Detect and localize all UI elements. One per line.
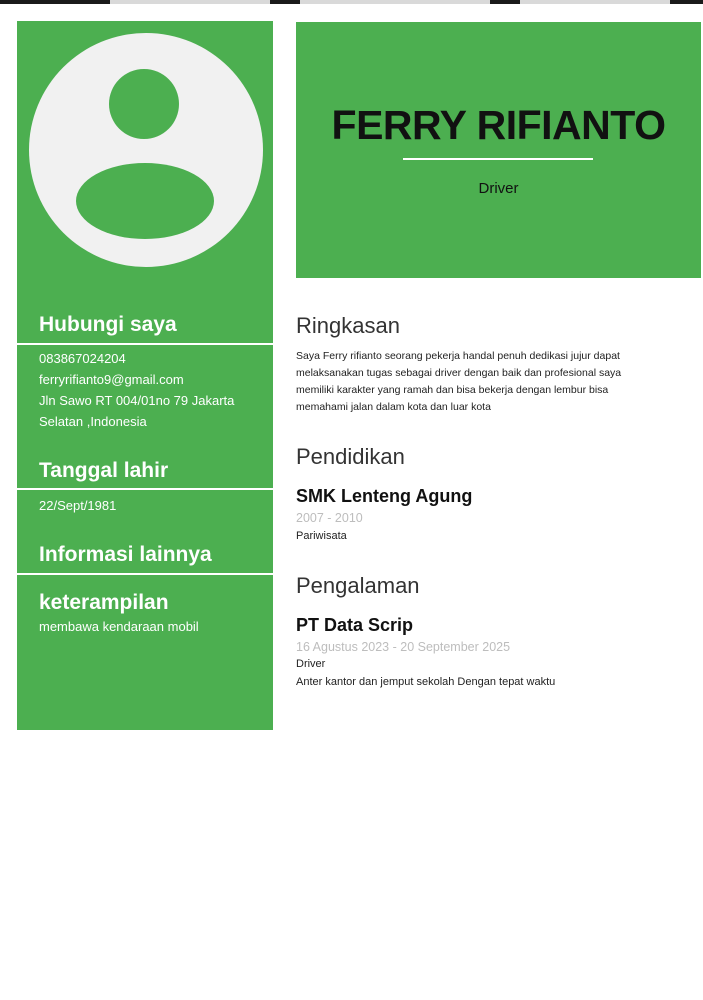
birth-divider	[17, 488, 273, 490]
skills-item: membawa kendaraan mobil	[39, 619, 199, 634]
experience-description: Anter kantor dan jemput sekolah Dengan tepat waktu	[296, 676, 556, 688]
contact-address-line1: Jln Sawo RT 004/01no 79 Jakarta	[39, 393, 235, 408]
experience-heading: Pengalaman	[296, 573, 420, 598]
name-header	[296, 22, 701, 278]
other-info-divider	[17, 573, 273, 575]
summary-text	[296, 348, 676, 416]
person-role: Driver	[478, 180, 519, 197]
person-name: FERRY RIFIANTO	[331, 102, 666, 148]
summary-line: melaksanakan tugas sebagai driver dengan baik dan profesional saya	[296, 367, 622, 379]
name-underline	[403, 158, 593, 160]
contact-phone: 083867024204	[39, 351, 126, 366]
experience-period: 16 Agustus 2023 - 20 September 2025	[296, 640, 511, 654]
top-edge-segment	[520, 0, 670, 4]
experience-position: Driver	[296, 658, 326, 670]
experience-company: PT Data Scrip	[296, 615, 414, 635]
skills-heading: keterampilan	[39, 591, 169, 614]
education-period: 2007 - 2010	[296, 511, 363, 525]
avatar-body-shape	[76, 163, 214, 239]
summary-heading: Ringkasan	[296, 313, 400, 338]
top-edge-bar	[0, 0, 703, 4]
birth-heading: Tanggal lahir	[39, 459, 169, 482]
birth-date: 22/Sept/1981	[39, 498, 117, 513]
avatar-head-shape	[109, 69, 179, 139]
summary-line: Saya Ferry rifianto seorang pekerja handal penuh dedikasi jujur dapat	[296, 350, 620, 362]
summary-line: memahami jalan dalam kota dan luar kota	[296, 401, 491, 413]
education-school: SMK Lenteng Agung	[296, 486, 473, 506]
contact-email: ferryrifianto9@gmail.com	[39, 372, 184, 387]
sidebar	[17, 21, 273, 730]
contact-address-line2: Selatan ,Indonesia	[39, 414, 147, 429]
education-heading: Pendidikan	[296, 444, 405, 469]
contact-divider	[17, 343, 273, 345]
education-major: Pariwisata	[296, 530, 347, 542]
other-info-heading: Informasi lainnya	[39, 543, 212, 566]
top-edge-segment	[110, 0, 270, 4]
top-edge-segment	[300, 0, 490, 4]
user-avatar-icon	[29, 33, 263, 267]
summary-line: memiliki karakter yang ramah dan bisa bekerja dengan lembur bisa	[296, 384, 609, 396]
contact-heading: Hubungi saya	[39, 313, 177, 336]
